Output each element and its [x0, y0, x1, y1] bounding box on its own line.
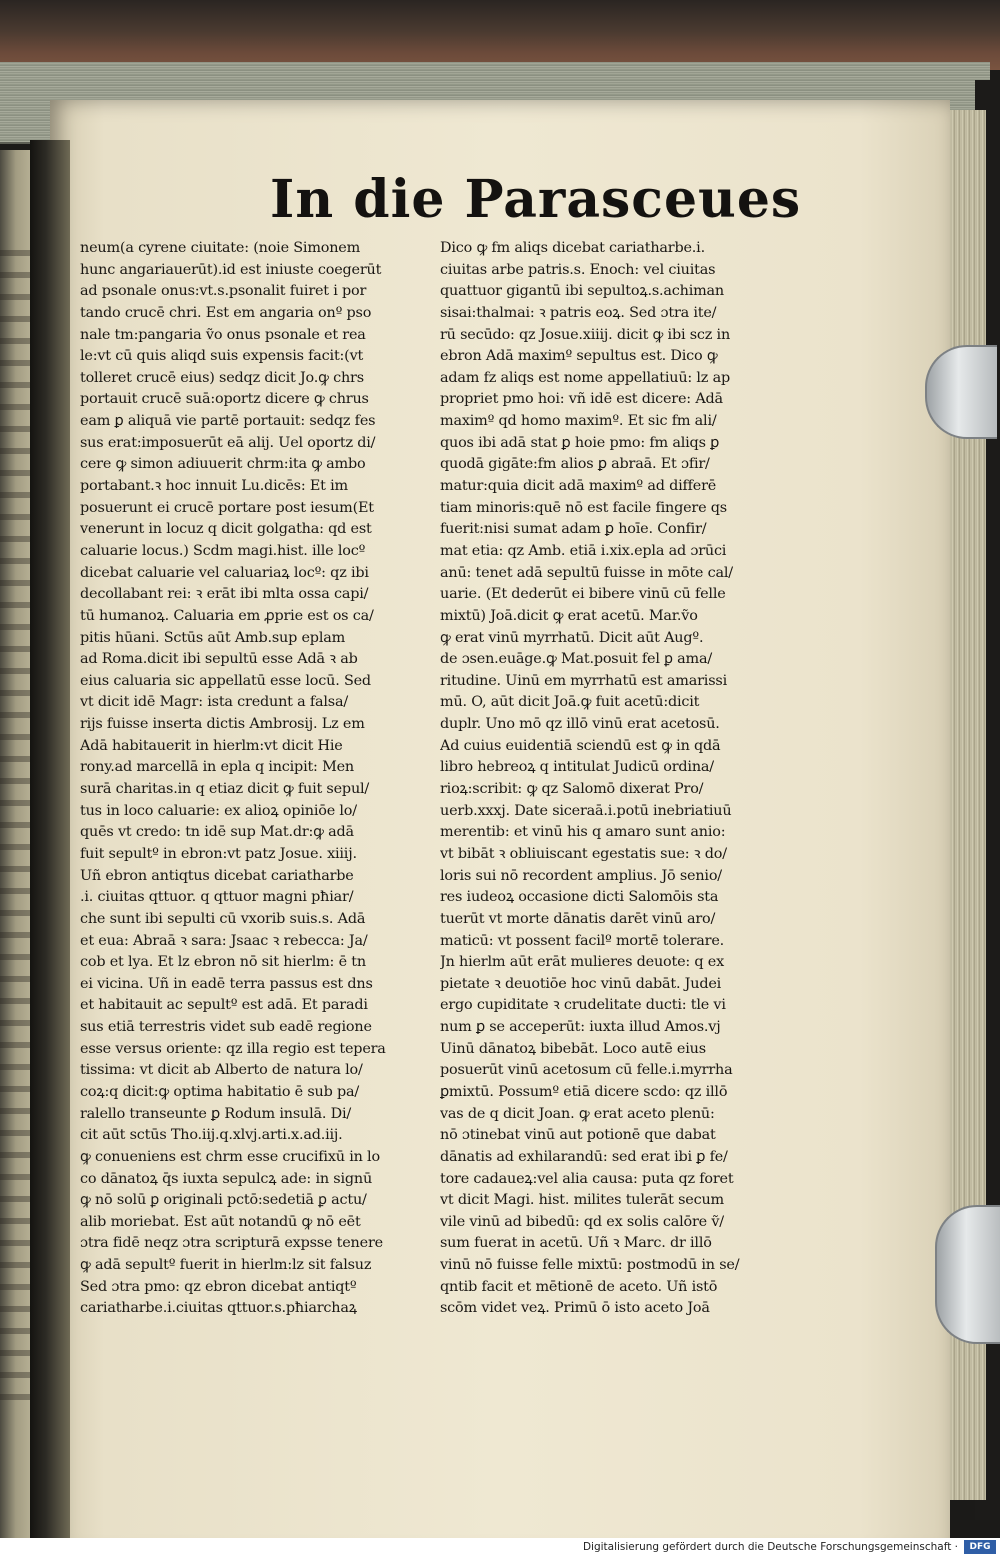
text-column-left [80, 238, 430, 1320]
text-line: dicebat caluarie vel caluariaꝝ locº: qz ibi [80, 564, 369, 581]
text-line: maticū: vt possent facilº mortē tolerare. [440, 932, 725, 949]
text-line: cit aūt sctūs Tho.iij.q.xlvj.arti.x.ad.iij. [80, 1127, 343, 1144]
book-binding [0, 0, 1000, 70]
page-heading: In die Parasceues [270, 169, 802, 230]
text-line: num ꝑ se acceperūt: iuxta illud Amos.vj [440, 1019, 721, 1036]
text-line: ꝙ erat vinū myrrhatū. Dicit aūt Augº. [440, 629, 704, 646]
text-line: portauit crucē suā:oportz dicere ꝙ chrus [80, 391, 369, 408]
text-line: rū secūdo: qz Josue.xiiij. dicit ꝙ ibi scz in [440, 326, 731, 343]
text-line: Jn hierlm aūt erāt mulieres deuote: q ex [440, 954, 725, 971]
text-line: et eua: Abraā ꝛ sara: Jsaac ꝛ rebecca: Ja/ [80, 932, 368, 949]
text-line: .i. ciuitas qttuor. q qttuor magni pħiar/ [80, 889, 354, 906]
text-line: sum fuerat in acetū. Uñ ꝛ Marc. dr illō [440, 1235, 712, 1252]
text-line: rioꝝ:scribit: ꝙ qz Salomō dixerat Pro/ [440, 781, 704, 798]
text-line: ꝑmixtū. Possumº etiā dicere scdo: qz illō [440, 1083, 728, 1100]
text-line: alib moriebat. Est aūt notandū ꝙ nō eēt [80, 1213, 361, 1230]
text-line: tiam minoris:quē nō est facile fingere qs [440, 499, 727, 516]
text-line: portabant.ꝛ hoc innuit Lu.dicēs: Et im [80, 478, 348, 495]
text-line: vt bibāt ꝛ obliuiscant egestatis sue: ꝛ do/ [440, 845, 727, 862]
dfg-logo: DFG [964, 1540, 996, 1554]
text-line: tus in loco caluarie: ex alioꝝ opiniōe lo/ [80, 802, 357, 819]
text-line: eius caluaria sic appellatū esse locū. Sed [80, 672, 371, 689]
text-line: le:vt cū quis aliqd suis expensis facit:(vt [80, 348, 364, 365]
text-line: quattuor gigantū ibi sepultoꝝ.s.achiman [440, 283, 724, 300]
text-line: uerb.xxxj. Date siceraā.i.potū inebriatiuū [440, 802, 732, 819]
text-line: tolleret crucē eius) sedqz dicit Jo.ꝙ chrs [80, 369, 364, 386]
text-line: ergo cupiditate ꝛ crudelitate ducti: tle vi [440, 997, 726, 1014]
footer-bar [0, 1538, 1000, 1557]
text-line: Sed ɔtra pmo: qz ebron dicebat antiqtº [80, 1278, 357, 1295]
text-line: Uñ ebron antiqtus dicebat cariatharbe [80, 867, 354, 884]
text-line: rony.ad marcellā in epla q incipit: Men [80, 759, 354, 776]
text-line: nale tm:pangaria ṽo onus psonale et rea [80, 326, 366, 343]
text-line: che sunt ibi sepulti cū vxorib suis.s. Adā [80, 910, 366, 927]
text-line: anū: tenet adā sepultū fuisse in mōte cal/ [440, 564, 733, 581]
text-line: cariatharbe.i.ciuitas qttuor.s.pħiarchaꝝ [80, 1300, 357, 1317]
text-line: caluarie locus.) Scdm magi.hist. ille locº [80, 542, 366, 559]
text-line: et habitauit ac sepultº est adā. Et paradi [80, 997, 368, 1014]
text-line: fuerit:nisi sumat adam ꝑ hoīe. Confir/ [440, 521, 707, 538]
text-line: ɔtra fidē neqz ɔtra scripturā expsse tenere [80, 1235, 383, 1252]
text-line: mat etia: qz Amb. etiā i.xix.epla ad ɔrūci [440, 542, 727, 559]
text-line: ad Roma.dicit ibi sepultū esse Adā ꝛ ab [80, 651, 358, 668]
text-line: posuerūt vinū acetosum cū felle.i.myrrha [440, 1062, 733, 1079]
book-gutter [30, 140, 70, 1557]
text-line: vt dicit Magi. hist. milites tulerāt secum [440, 1192, 724, 1209]
text-line: dānatis ad exhilarandū: sed erat ibi ꝑ fe/ [440, 1148, 728, 1165]
text-line: tissima: vt dicit ab Alberto de natura lo/ [80, 1062, 363, 1079]
text-line: Uinū dānatoꝝ bibebāt. Loco autē eius [440, 1040, 706, 1057]
text-line: propriet pmo hoi: vñ idē est dicere: Adā [440, 391, 723, 408]
text-line: tū humanoꝝ. Caluaria em ꝓprie est os ca/ [80, 607, 374, 624]
text-line: ei vicina. Uñ in eadē terra passus est dns [80, 975, 373, 992]
text-line: duplr. Uno mō qz illō vinū erat acetosū. [440, 716, 720, 733]
text-line: ꝙ nō solū ꝑ originali pctō:sedetiā ꝑ actu/ [80, 1192, 367, 1209]
text-line: vas de q dicit Joan. ꝙ erat aceto plenū: [440, 1105, 715, 1122]
text-line: tuerūt vt morte dānatis darēt vinū aro/ [440, 910, 716, 927]
text-line: pietate ꝛ deuotiōe hoc vinū dabāt. Judei [440, 975, 722, 992]
text-line: ad psonale onus:vt.s.psonalit fuiret i por [80, 283, 367, 300]
text-line: venerunt in locuz q dicit golgatha: qd est [80, 521, 372, 538]
text-line: eam ꝑ aliquā vie partē portauit: sedqz fes [80, 413, 376, 430]
text-line: sisai:thalmai: ꝛ patris eoꝝ. Sed ɔtra ite/ [440, 304, 717, 321]
text-column-right [440, 238, 800, 1320]
text-line: quodā gigāte:fm alios ꝑ abraā. Et ɔfir/ [440, 456, 710, 473]
text-line: sus erat:imposuerūt eā alij. Uel oportz di/ [80, 434, 376, 451]
text-line: cob et lya. Et lz ebron nō sit hierlm: ē tn [80, 954, 366, 971]
text-line: cere ꝙ simon adiuuerit chrm:ita ꝙ ambo [80, 456, 366, 473]
text-line: fuit sepultº in ebron:vt patz Josue. xiiij. [80, 845, 357, 862]
text-line: mū. O, aūt dicit Joā.ꝙ fuit acetū:dicit [440, 694, 700, 711]
text-line: uarie. (Et dederūt ei bibere vinū cū felle [440, 586, 726, 603]
text-line: res iudeoꝝ occasione dicti Salomōis sta [440, 889, 719, 906]
text-line: Adā habitauerit in hierlm:vt dicit Hie [80, 737, 343, 754]
text-line: tore cadaueꝝ:vel alia causa: puta qz foret [440, 1170, 734, 1187]
text-line: scōm videt veꝝ. Primū ō isto aceto Joā [440, 1300, 710, 1317]
text-line: vinū nō fuisse felle mixtū: postmodū in se/ [440, 1257, 740, 1274]
text-line: neum(a cyrene ciuitate: (noie Simonem [80, 240, 361, 256]
text-line: hunc angariauerūt).id est iniuste coegerūt [80, 261, 382, 278]
text-line: ciuitas arbe patris.s. Enoch: vel ciuitas [440, 261, 716, 278]
text-line: ꝙ conueniens est chrm esse crucifixū in lo [80, 1148, 380, 1165]
text-line: Ad cuius euidentiā sciendū est ꝙ in qdā [440, 737, 721, 754]
text-line: surā charitas.in q etiaz dicit ꝙ fuit sepul/ [80, 781, 370, 798]
text-line: sus etiā terrestris videt sub eadē regione [80, 1019, 372, 1036]
text-line: posuerunt ei crucē portare post iesum(Et [80, 499, 374, 516]
text-line: quēs vt credo: tn idē sup Mat.dr:ꝙ adā [80, 824, 354, 841]
funding-credit: Digitalisierung gefördert durch die Deutsche Forschungsgemeinschaft · [582, 1541, 958, 1553]
text-line: vile vinū ad bibedū: qd ex solis calōre ṽ/ [440, 1213, 724, 1230]
text-line: coꝝ:q dicit:ꝙ optima habitatio ē sub pa/ [80, 1083, 360, 1100]
text-line: maximº qd homo maximº. Et sic fm ali/ [440, 413, 717, 430]
text-line: adam fz aliqs est nome appellatiuū: lz ap [440, 369, 730, 386]
text-line: co dānatoꝝ q̄s iuxta sepulcꝝ ade: in signū [80, 1170, 373, 1187]
page-clip-top [925, 345, 997, 439]
text-line: de ɔsen.euāge.ꝙ Mat.posuit fel ꝑ ama/ [440, 651, 713, 668]
text-line: esse versus oriente: qz illa regio est tepera [80, 1040, 386, 1057]
text-line: decollabant rei: ꝛ erāt ibi mlta ossa capi/ [80, 586, 369, 603]
text-line: ꝙ adā sepultº fuerit in hierlm:lz sit falsuz [80, 1257, 372, 1274]
text-line: vt dicit idē Magr: ista credunt a falsa/ [80, 694, 349, 711]
text-line: matur:quia dicit adā maximº ad differē [440, 478, 717, 495]
text-line: merentib: et vinū his q amaro sunt anio: [440, 824, 726, 841]
text-line: ritudine. Uinū em myrrhatū est amarissi [440, 672, 727, 689]
page-clip-bottom [935, 1205, 1000, 1344]
text-line: tando crucē chri. Est em angaria onº pso [80, 304, 372, 321]
text-line: ralello transeunte ꝑ Rodum insulā. Di/ [80, 1105, 351, 1122]
text-line: Dico ꝙ fm aliqs dicebat cariatharbe.i. [440, 240, 705, 256]
text-line: loris sui nō recordent amplius. Jō senio/ [440, 867, 722, 884]
text-line: mixtū) Joā.dicit ꝙ erat acetū. Mar.ṽo [440, 607, 698, 624]
text-line: libro hebreoꝝ q intitulat Judicū ordina/ [440, 759, 714, 776]
text-line: pitis hūani. Sctūs aūt Amb.sup eplam [80, 629, 346, 646]
text-line: ebron Adā maximº sepultus est. Dico ꝙ [440, 348, 718, 365]
text-line: rijs fuisse inserta dictis Ambrosij. Lz em [80, 716, 365, 733]
text-line: nō ɔtinebat vinū aut potionē que dabat [440, 1127, 716, 1144]
text-line: quos ibi adā stat ꝑ hoie pmo: fm aliqs ꝑ [440, 434, 720, 451]
text-line: qntib facit et mētionē de aceto. Uñ istō [440, 1278, 718, 1295]
